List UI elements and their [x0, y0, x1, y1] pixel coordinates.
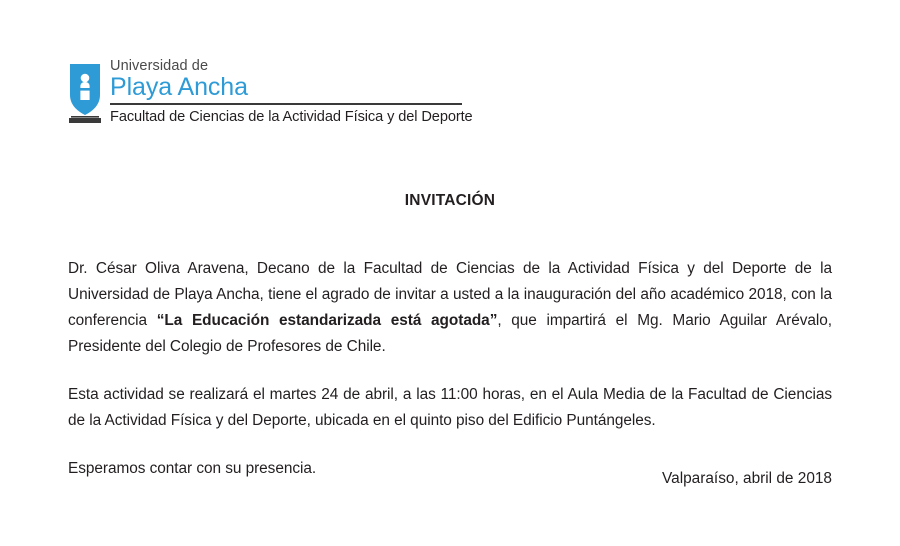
paragraph-1-part-2: , que impartirá el Mg. Mario Aguilar Arévalo, Presidente del Colegio de Profesores de Chile. — [68, 312, 832, 355]
letterhead-text — [110, 58, 473, 127]
letterhead-divider — [110, 103, 462, 105]
document-body — [68, 256, 832, 482]
conference-title: “La Educación estandarizada está agotada” — [156, 312, 498, 329]
faculty-name: Facultad de Ciencias de la Actividad Física y del Deporte — [110, 109, 473, 125]
page-title: INVITACIÓN — [404, 192, 496, 209]
paragraph-1-part-1: Dr. César Oliva Aravena, Decano de la Facultad de Ciencias de la Actividad Física y del Deporte de la Universidad de Playa Ancha, tiene el agrado de invitar a usted a la inauguración del año académico 2018, con la conferencia — [68, 260, 832, 329]
letterhead — [68, 58, 473, 129]
paragraph-1 — [68, 256, 832, 360]
university-name-line1: Universidad de — [110, 58, 209, 74]
university-crest-icon — [68, 58, 102, 129]
paragraph-3: Esperamos contar con su presencia. — [68, 460, 317, 477]
paragraph-2: Esta actividad se realizará el martes 24 de abril, a las 11:00 horas, en el Aula Media de la Facultad de Ciencias de la Actividad Física y del Deporte, ubicada en el quinto piso del Edificio Puntángeles. — [68, 386, 832, 429]
university-name-line2: Playa Ancha — [110, 73, 248, 101]
signature-line: Valparaíso, abril de 2018 — [662, 470, 832, 487]
